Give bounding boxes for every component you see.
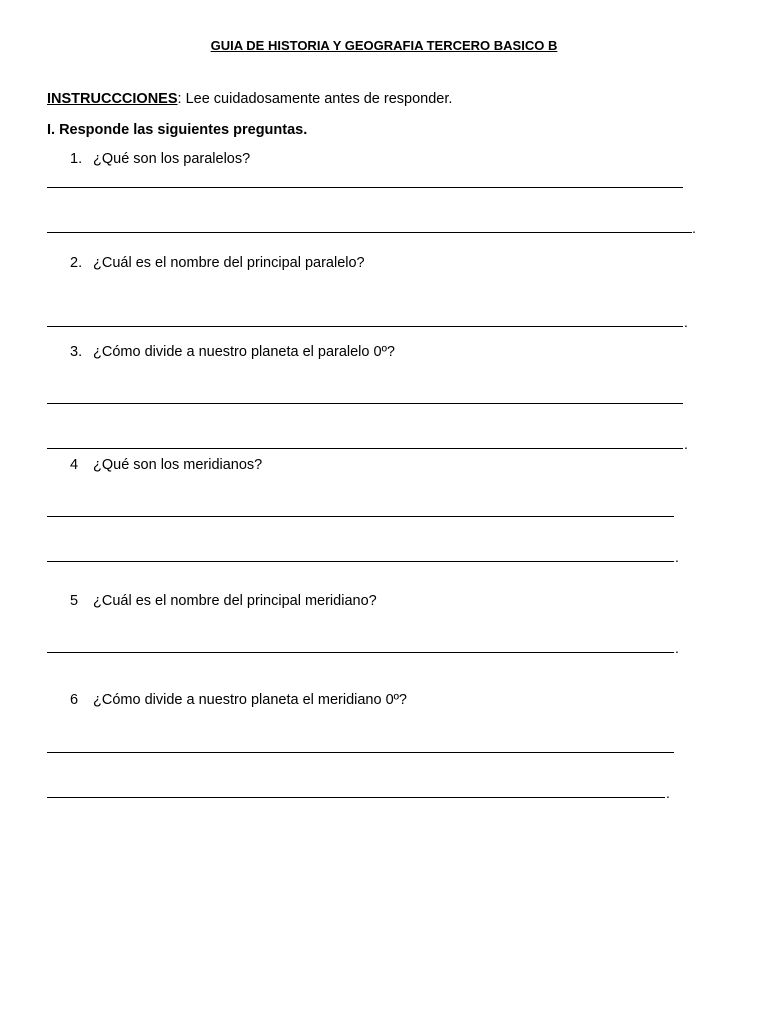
- answer-line[interactable]: [47, 516, 674, 517]
- instructions: [47, 91, 452, 107]
- instructions-label: INSTRUCCCIONES: [47, 91, 178, 107]
- answer-line[interactable]: [47, 187, 683, 188]
- question-number: 6: [70, 692, 79, 708]
- answer-line[interactable]: [47, 403, 683, 404]
- section-title: I. Responde las siguientes preguntas.: [47, 122, 308, 138]
- answer-line[interactable]: [47, 561, 674, 562]
- document-title: GUIA DE HISTORIA Y GEOGRAFIA TERCERO BASICO B: [210, 38, 558, 53]
- answer-line[interactable]: [47, 652, 674, 653]
- question-number: 2.: [70, 255, 83, 271]
- line-end-mark: .: [666, 785, 670, 801]
- line-end-mark: .: [684, 436, 688, 452]
- instructions-text: : Lee cuidadosamente antes de responder.: [177, 91, 453, 107]
- question-text: ¿Cómo divide a nuestro planeta el meridiano 0º?: [93, 692, 408, 708]
- question-number: 3.: [70, 344, 83, 360]
- answer-line[interactable]: [47, 232, 692, 233]
- answer-line[interactable]: [47, 326, 683, 327]
- question-text: ¿Qué son los paralelos?: [93, 151, 251, 167]
- question-text: ¿Cuál es el nombre del principal paralelo?: [93, 255, 365, 271]
- question-number: 1.: [70, 151, 83, 167]
- question-number: 5: [70, 593, 79, 609]
- question-text: ¿Cómo divide a nuestro planeta el paralelo 0º?: [93, 344, 395, 360]
- question-number: 4: [70, 457, 79, 473]
- line-end-mark: .: [675, 549, 679, 565]
- answer-line[interactable]: [47, 797, 665, 798]
- answer-line[interactable]: [47, 752, 674, 753]
- line-end-mark: .: [692, 220, 696, 236]
- line-end-mark: .: [675, 640, 679, 656]
- question-text: ¿Qué son los meridianos?: [93, 457, 263, 473]
- question-text: ¿Cuál es el nombre del principal meridiano?: [93, 593, 377, 609]
- line-end-mark: .: [684, 314, 688, 330]
- answer-line[interactable]: [47, 448, 683, 449]
